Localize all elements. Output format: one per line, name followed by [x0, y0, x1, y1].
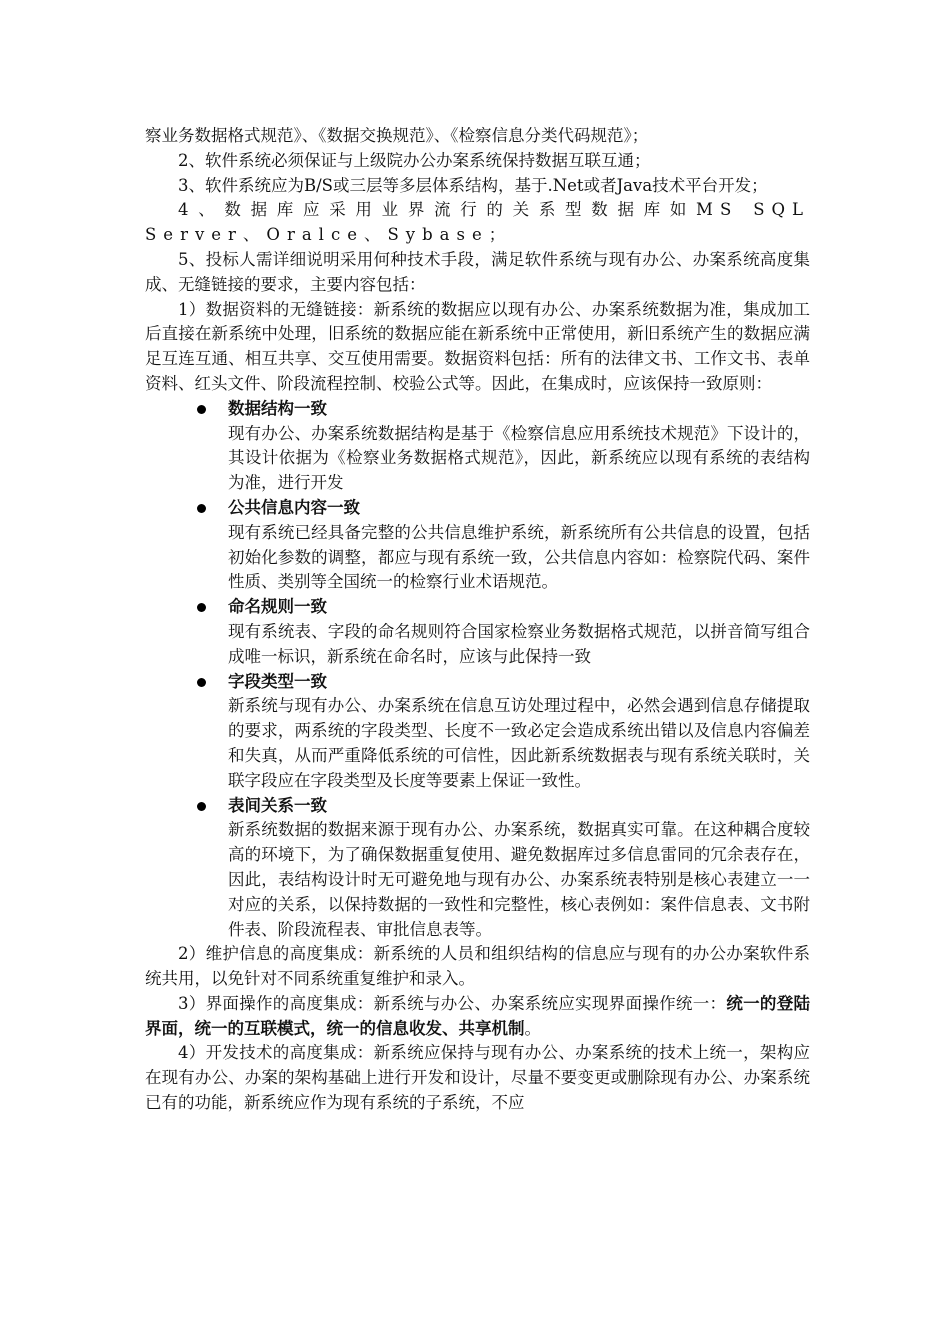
- paragraph-item-3: 3、软件系统应为B/S或三层等多层体系结构，基于.Net或者Java技术平台开发；: [178, 175, 768, 195]
- bullet-body: 新系统与现有办公、办案系统在信息互访处理过程中，必然会遇到信息存储提取的要求，两系统的字段类型、长度不一致必定会造成系统出错以及信息内容偏差和失真，从而严重降低系统的可信性，因此新系统数据表与现有系统关联时，关联字段应在字段类型及长度等要素上保证一致性。: [228, 696, 810, 790]
- paragraph-continuation: 察业务数据格式规范》、《数据交换规范》、《检察信息分类代码规范》；: [145, 126, 649, 145]
- bullet-body: 新系统数据的数据来源于现有办公、办案系统，数据真实可靠。在这种耦合度较高的环境下，为了确保数据重复使用、避免数据库过多信息雷同的冗余表存在，因此，表结构设计时无可避免地与现有办公、办案系统表特别是核心表建立一一对应的关系，以保持数据的一致性和完整性，核心表例如：案件信息表、文书附件表、阶段流程表、审批信息表等。: [228, 820, 810, 939]
- paragraph-item-5: 5、投标人需详细说明采用何种技术手段，满足软件系统与现有办公、办案系统高度集成、无缝链接的要求，主要内容包括：: [145, 249, 810, 294]
- paragraph-sub-3-text: 3）界面操作的高度集成：新系统与办公、办案系统应实现界面操作统一：: [178, 993, 727, 1013]
- bullet-dot-icon: [197, 405, 206, 414]
- bullet-title: 公共信息内容一致: [228, 497, 360, 517]
- paragraph-sub-3-end: 。: [524, 1018, 541, 1038]
- bullet-title: 命名规则一致: [228, 597, 327, 617]
- paragraph-sub-3-bold: 统一的登陆界面，统一的互联模式，统一的信息收发、共享机制: [145, 993, 811, 1038]
- bullet-dot-icon: [197, 802, 206, 811]
- bullet-item: [145, 595, 810, 669]
- paragraph-sub-4: 4）开发技术的高度集成：新系统应保持与现有办公、办案系统的技术上统一，架构应在现有办公、办案的架构基础上进行开发和设计，尽量不要变更或删除现有办公、办案系统已有的功能，新系统应作为现有系统的子系统，不应: [145, 1043, 810, 1113]
- bullet-item: [145, 496, 810, 595]
- paragraph-sub-2: 2）维护信息的高度集成：新系统的人员和组织结构的信息应与现有的办公办案软件系统共用，以免针对不同系统重复维护和录入。: [145, 944, 810, 989]
- paragraph-item-4: 4、数据库应采用业界流行的关系型数据库如MS SQL Server、Oralce、Sybase；: [145, 200, 810, 245]
- bullet-item: [145, 670, 810, 794]
- bullet-dot-icon: [197, 678, 206, 687]
- paragraph-item-2: 2、软件系统必须保证与上级院办公办案系统保持数据互联互通；: [178, 150, 651, 170]
- bullet-body: 现有系统表、字段的命名规则符合国家检察业务数据格式规范，以拼音简写组合成唯一标识，新系统在命名时，应该与此保持一致: [228, 621, 810, 666]
- bullet-body: 现有办公、办案系统数据结构是基于《检察信息应用系统技术规范》下设计的，其设计依据为《检察业务数据格式规范》，因此，新系统应以现有系统的表结构为准，进行开发: [228, 423, 810, 493]
- bullet-title: 表间关系一致: [228, 795, 327, 815]
- bullet-item: [145, 397, 810, 496]
- bullet-title: 数据结构一致: [228, 398, 327, 418]
- document-page: [145, 124, 810, 1116]
- paragraph-sub-3: [145, 992, 810, 1042]
- bullet-dot-icon: [197, 603, 206, 612]
- bullet-item: [145, 794, 810, 943]
- bullet-body: 现有系统已经具备完整的公共信息维护系统，新系统所有公共信息的设置，包括初始化参数的调整，都应与现有系统一致，公共信息内容如：检察院代码、案件性质、类别等全国统一的检察行业术语规范。: [228, 522, 810, 592]
- bullet-title: 字段类型一致: [228, 671, 327, 691]
- bullet-dot-icon: [197, 504, 206, 513]
- paragraph-sub-1: 1）数据资料的无缝链接：新系统的数据应以现有办公、办案系统数据为准，集成加工后直接在新系统中处理，旧系统的数据应能在新系统中正常使用，新旧系统产生的数据应满足互连互通、相互共享、交互使用需要。数据资料包括：所有的法律文书、工作文书、表单资料、红头文件、阶段流程控制、校验公式等。因此，在集成时，应该保持一致原则：: [145, 299, 810, 393]
